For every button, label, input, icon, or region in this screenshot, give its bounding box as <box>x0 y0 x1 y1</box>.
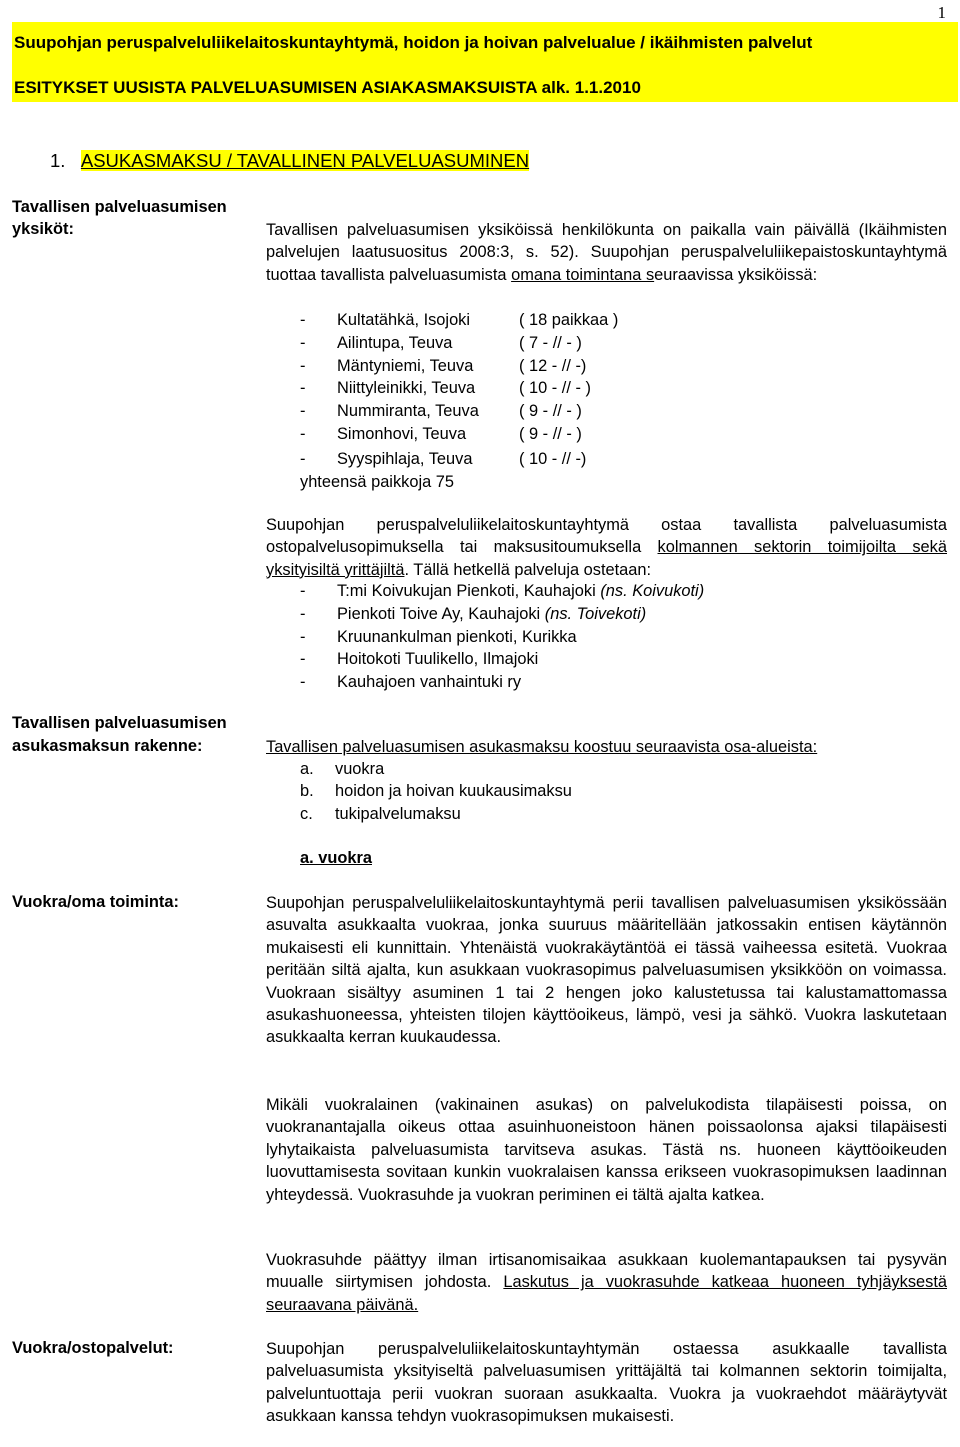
list-item: - Kauhajoen vanhaintuki ry <box>300 673 522 692</box>
purchased-intro-underlined: kolmannen sektorin toimijoilta sekä yksityisiltä yrittäjiltä <box>266 538 947 579</box>
purchased-intro-end: . Tällä hetkellä palveluja ostetaan: <box>404 560 652 579</box>
section-number: 1. <box>50 150 66 171</box>
purchased-units-list <box>300 580 704 694</box>
rent-own-p3-text: Vuokrasuhde päättyy ilman irtisanomisaikaa asukkaan kuolemantapauksen tai pysyvän muualle siirtymisen johdosta. <box>266 1251 947 1292</box>
rent-own-p2: Mikäli vuokralainen (vakinainen asukas) on palvelukodista tilapäisesti poissa, on vuokranantajalla oikeus ottaa asuinhuoneistoon hänen poissaolonsa ajaksi tilapäisesti lyhytaikaista palveluasumista tarvitseva asukas. Tästä ns. huoneen käyttöoikeuden luovuttamisesta sovitaan kunkin vuokralaisen kanssa erikseen vuokrasopimuksen laadinnan yhteydessä. Vuokrasuhde ja vuokran periminen ei tältä ajalta katkea. <box>266 1096 947 1204</box>
header-title: ESITYKSET UUSISTA PALVELUASUMISEN ASIAKASMAKSUISTA alk. 1.1.2010 <box>14 78 641 97</box>
page-number: 1 <box>937 3 946 22</box>
list-item: - Hoitokoti Tuulikello, Ilmajoki <box>300 650 539 669</box>
rent-own-p3-underlined: Laskutus ja vuokrasuhde katkeaa huoneen tyhjäyksestä seuraavana päivänä. <box>266 1273 948 1314</box>
list-item: - Niittyleinikki, Teuva ( 10 - // - ) <box>300 379 591 398</box>
list-item: - Syyspihlaja, Teuva ( 10 - // -) <box>300 449 587 468</box>
rent-purchased-label: Vuokra/ostopalvelut: <box>12 1339 174 1357</box>
units-intro <box>266 219 947 286</box>
header-organization: Suupohjan peruspalveluliikelaitoskuntayhtymä, hoidon ja hoivan palvelualue / ikäihmisten palvelut <box>14 33 813 52</box>
own-units-list <box>300 309 618 493</box>
list-item: - T:mi Koivukujan Pienkoti, Kauhajoki (ns. Koivukoti) <box>300 582 705 600</box>
rent-own-label: Vuokra/oma toiminta: <box>12 893 179 911</box>
rent-purchased-p1: Suupohjan peruspalveluliikelaitoskuntayhtymän ostaessa asukkaalle tavallista palveluasumista yksityiseltä palveluasumisen yrittäjältä tai kolmannen sektorin toimijalta, palveluntuottaja perii vuokran suoraan asukkaalta. Vuokra ja vuokraehdot määräytyvät asukkaan kanssa tehdyn vuokrasopimuksen mukaisesti. <box>266 1340 947 1426</box>
structure-label-line2: asukasmaksun rakenne: <box>12 737 203 755</box>
units-intro-underlined: omana toimintana s <box>511 265 655 284</box>
structure-intro: Tavallisen palveluasumisen asukasmaksu koostuu seuraavista osa-alueista: <box>266 738 818 756</box>
document-header <box>12 22 958 102</box>
section-title <box>50 150 529 172</box>
list-item: - Kruunankulman pienkoti, Kurikka <box>300 627 577 646</box>
list-item: c. tukipalvelumaksu <box>300 804 461 823</box>
units-label-line1: Tavallisen palveluasumisen <box>12 198 227 216</box>
rent-own-p1: Suupohjan peruspalveluliikelaitoskuntayhtymä perii tavallisen palveluasumisen yksikössään asuvalta asukkaalta vuokraa, jonka suuruus määritellään jatkossakin entisen käytännön mukaisesti eli kunnittain. Yhtenäistä vuokrakäytäntöä ei tässä vaiheessa esitetä. Vuokraa peritään siltä ajalta, kun asukkaan vuokrasopimus palveluasumisen yksikköön on voimassa. Vuokraan sisältyy asuminen 1 tai 2 hengen joko kalustetussa tai kalustamattomassa asukashuoneessa, yhteisten tilojen käyttöoikeus, lämpö, vesi ja sähkö. Vuokra laskutetaan asukkaalta kerran kuukaudessa. <box>266 894 947 1047</box>
structure-label-line1: Tavallisen palveluasumisen <box>12 714 227 732</box>
units-label-line2: yksiköt: <box>12 220 74 238</box>
units-intro-end: euraavissa yksiköissä: <box>654 265 818 284</box>
purchased-intro-text: Suupohjan peruspalveluliikelaitoskuntayhtymä ostaa tavallista palveluasumista ostopalvelusopimuksella tai maksusitoumuksella <box>266 516 947 557</box>
rent-own-p3 <box>266 1249 947 1316</box>
units-total: yhteensä paikkoja 75 <box>300 472 454 491</box>
list-item: - Nummiranta, Teuva ( 9 - // - ) <box>300 402 582 421</box>
list-item: - Ailintupa, Teuva ( 7 - // - ) <box>300 333 582 352</box>
list-item: - Pienkoti Toive Ay, Kauhajoki (ns. Toivekoti) <box>300 604 647 623</box>
list-item: a. vuokra <box>300 760 385 778</box>
purchased-intro <box>266 514 947 581</box>
structure-items <box>300 758 572 825</box>
units-intro-text: Tavallisen palveluasumisen yksiköissä henkilökunta on paikalla vain päivällä (Ikäihmisten palvelujen laatusuositus 2008:3, s. 52). Suupohjan peruspalveluliikepaistoskuntayhtymä tuottaa tavallista palveluasumista <box>266 221 947 284</box>
section-heading: ASUKASMAKSU / TAVALLINEN PALVELUASUMINEN <box>80 150 530 171</box>
subheading-rent: a. vuokra <box>300 849 372 867</box>
list-item: - Mäntyniemi, Teuva ( 12 - // -) <box>300 356 587 375</box>
list-item: - Simonhovi, Teuva ( 9 - // - ) <box>300 424 582 443</box>
list-item: b. hoidon ja hoivan kuukausimaksu <box>300 782 572 801</box>
list-item: - Kultatähkä, Isojoki ( 18 paikkaa ) <box>300 311 619 329</box>
